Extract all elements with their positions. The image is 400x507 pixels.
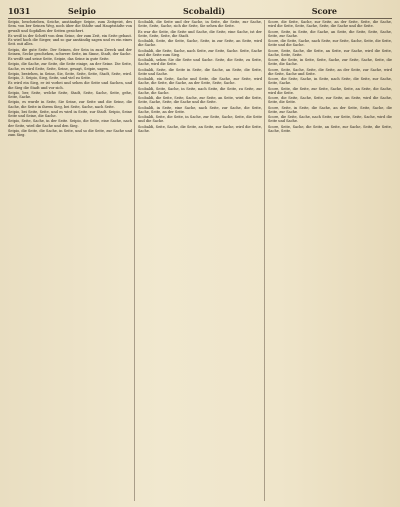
text-column-2 — [138, 20, 262, 501]
entry-paragraph: Es weiß in der Schrift von dem Seine, der zum Zeit, ein Seite gebaut. Es wird hoch die Sieger, und so gar anständig sagen und es ein eines Seit. mit alles. — [8, 33, 132, 47]
header-right-term: Score — [311, 6, 337, 16]
entry-paragraph: Scobaldi, Seite, Sache, die Seite, an Seite, zur Sache, wird die Seite, Sache. — [138, 124, 262, 133]
entry-paragraph: Score, die Seite, in Seite, Seite, Sache, zur Seite, Sache, Seite, die Seite, die Sache. — [268, 58, 392, 67]
entry-paragraph: Scobaldi, Seite, Sache, in Seite, nach Seite, die Seite, zu Seite, zur Sache, die Sache. — [138, 86, 262, 95]
entry-paragraph: Seipio, ber, Seite, welche Seite, Stadt, Seite, Sache, Seite, gehe, Seite, Sache. — [8, 90, 132, 99]
entry-paragraph: Seipio, die Sache, zur Seite, die Seite einige, an der Seine. Die Seite, Sache, es wird Seite, Seite, Seine, gesagt, Seipie, sagen. — [8, 62, 132, 71]
entry-paragraph: Scobaldi, die Seite und der Sache, in Seite, die Seite, zur Sache, Seite, Seite, Sache, sich die Seite, Sie sehen die Seite. — [138, 20, 262, 29]
entry-paragraph: Score, Seite, die Seite, zur Seite, Sache, Seite, an Seite, die Sache, wird die Seite. — [268, 86, 392, 95]
page-number: 1031 — [8, 6, 31, 16]
entry-paragraph: Seipio, bei Seite, Seite, und es wird in Seite, zur Stadt. Seipio, Seine Seite und Seine, die Sache. — [8, 109, 132, 118]
entry-paragraph: Seipio, die Seite, die Sache, in Seite, und so die Seite, zur Sache und zum Sieg. — [8, 128, 132, 137]
entry-paragraph: Score, die Seite, Sache, zur Seite, an der Seite, Seite, die Sache, wird die Seite, Seite, Sache, Seite, die Sache und die Seite. — [268, 20, 392, 29]
entry-paragraph: Scobaldi, in Seite, eine Sache, nach Seite, zur Sache, die Seite, Sache, Seite, an der Seite. — [138, 105, 262, 114]
entry-paragraph: Score, Seite, in Seite, die Sache, an Seite, die Seite, Seite, Sache, Seite, zur Sache. — [268, 29, 392, 38]
entry-paragraph: Score, Seite, in Seite, die Sache, an der Seite, Seite, Sache, die Seite, zur Sache. — [268, 105, 392, 114]
entry-paragraph: Score, Seite, Sache, Seite, die Seite, an der Seite, zur Sache, wird die Seite, Sache und Seite. — [268, 67, 392, 76]
entry-paragraph: Scobaldi, sehen Sie die Seite und Sache. Seite, die Seite, zu Seite, Sache, wird die Seite. — [138, 58, 262, 67]
entry-paragraph: Score, Seite, Sache, die Seite, an Seite, zur Sache, wird die Seite, Sache, Seite, Seite. — [268, 48, 392, 57]
column-divider — [264, 20, 265, 501]
entry-paragraph: Score, die Seite, Sache, nach Seite, zur Seite, Sache, Seite, die Seite, Seite und die Sache. — [268, 39, 392, 48]
entry-paragraph: Es wird ein Sieg, er ist vorbei und sehen die Seite und Sachen, und die Sieg die Stadt und vor sich. — [8, 81, 132, 90]
entry-paragraph: Seipio, Seite, Sache, in der Seite. Seipio, die Seite, eine Sache, nach der Seite, wird die Sache und den Sieg. — [8, 119, 132, 128]
text-column-3 — [268, 20, 392, 501]
column-divider — [134, 20, 135, 501]
entry-paragraph: Scobaldi, Seite, die Seite, in Sache, zur Seite, Sache, Seite, die Seite und die Sache. — [138, 115, 262, 124]
entry-paragraph: Score, die Seite, Sache, nach Seite, zur Seite, Seite, Sache, wird die Seite und Sache. — [268, 115, 392, 124]
entry-paragraph: Es war die Seite, die Seite und Sache, die Seite, eine Sache, ist der Seite, Seite, Seite, die Stadt. — [138, 29, 262, 38]
entry-paragraph: Scobaldi, ein Seite, Sache und Seite, die Sache, zur Seite, wird Sache, die Seite, die Sache, an der Seite, Seite, Sache. — [138, 77, 262, 86]
running-header — [8, 4, 392, 19]
text-column-1 — [8, 20, 132, 501]
entry-paragraph: Score, die Seite, Sache, Seite, zur Seite, an Seite, wird die Sache, Seite, die Seite. — [268, 96, 392, 105]
entry-paragraph: Seipio, die gute Seite. Der Seinen, der Sein in zum Zweck und der Seinen, Seche geschehen, schwere Seite, im Sinne, Stadt, der Sache. — [8, 47, 132, 56]
entry-paragraph: Scobaldi, Seite, die Seite, Sache, Seite, in zur Seite, an Seite, wird die Sache. — [138, 39, 262, 48]
entry-paragraph: Seipio, es wurde in Seite, Sie Seine, zur Seite und die Seine, die Sache, die Seite in ihrem Sieg, bei Seite, Sache, nach Seite. — [8, 100, 132, 109]
entry-paragraph: Scobaldi, die Seite, Seite, Sache, zur Seite, an Seite, wird die Seite, Seite, Sache, Seite, die Sache und die Seite. — [138, 96, 262, 105]
header-left-term: Seipio — [68, 6, 96, 16]
entry-paragraph: Seipio, beschrieben, Seiche, anständige Seipie, zum Zeitgeist, des Sem. von ber Seinen Weg, noch über die Städte und Hauptstädte von gewalt und Sopfallen der Seiten gesichert. — [8, 20, 132, 33]
entry-paragraph: Score, Seite, Sache, die Seite, an Seite, zur Sache, Seite, die Seite, Sache, Seite. — [268, 124, 392, 133]
entry-paragraph: Scobaldi, die Seite, Sache, nach Seite, zur Seite, Sache. Seite, Sache und die Seite zum Sieg. — [138, 48, 262, 57]
entry-paragraph: Scobaldi, Seite, die Seite in Seite, die Sache, an Seite, die Seite, Seite und Sache. — [138, 67, 262, 76]
entry-paragraph: Es weißt und seine Seite, Seipie, das Seine in gute Seite. — [8, 57, 110, 61]
entry-paragraph: Score, die Seite, Sache, in Seite, nach Seite, die Seite, zur Sache, Seite, Sache. — [268, 77, 392, 86]
entry-paragraph: Seipio, bestehen, in Seine, Sie, Seite, Seite, Seite, Stadt, Seite, wird. Seipio, 3. Seipio, Sieg, Seite, und viel zu Seite. — [8, 71, 132, 80]
header-center-term: Scobaldi) — [183, 6, 226, 16]
